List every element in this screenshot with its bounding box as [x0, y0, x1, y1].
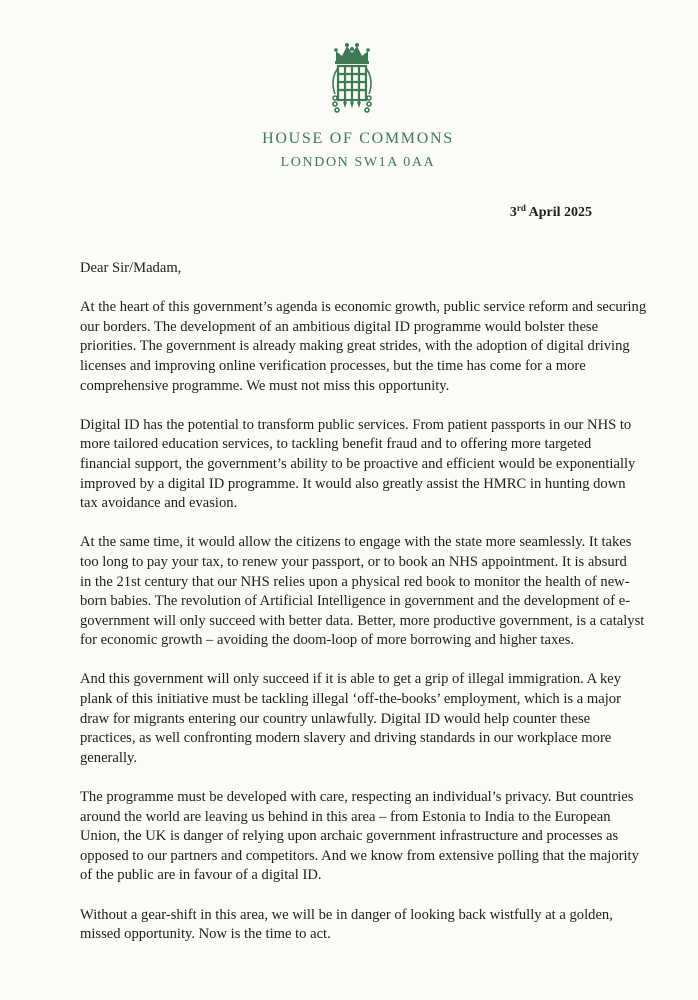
paragraph-line: government will only succeed with better data. Better, more productive government, is a catalyst	[80, 612, 645, 629]
paragraph-line: plank of this initiative must be tackling illegal ‘off-the-books’ employment, which is a major	[80, 691, 621, 708]
paragraph-line: more tailored education services, to tackling benefit fraud and to offering more targeted	[80, 436, 592, 453]
paragraph-line: The programme must be developed with care, respecting an individual’s privacy. But countries	[80, 789, 634, 806]
paragraph-line: improved by a digital ID programme. It would also greatly assist the HMRC in hunting down	[80, 475, 626, 492]
paragraph-line: financial support, the government’s ability to be proactive and efficient would be exponentially	[80, 455, 636, 472]
paragraph-line: At the same time, it would allow the citizens to engage with the state more seamlessly. It takes	[80, 534, 632, 551]
paragraph-line: comprehensive programme. We must not miss this opportunity.	[80, 377, 450, 394]
date-month-year: April 2025	[528, 205, 592, 220]
paragraph-line: draw for migrants entering our country unlawfully. Digital ID would help counter these	[80, 710, 591, 727]
paragraph-line: missed opportunity. Now is the time to act.	[80, 926, 331, 943]
salutation: Dear Sir/Madam,	[80, 260, 182, 276]
paragraph-line: in the 21st century that our NHS relies upon a physical red book to monitor the health of new-	[80, 573, 630, 590]
portcullis-crest-icon	[330, 42, 374, 118]
paragraph-line: generally.	[80, 749, 137, 766]
house-address: LONDON SW1A 0AA	[280, 155, 436, 170]
paragraph-line: too long to pay your tax, to renew your passport, or to book an NHS appointment. It is absurd	[80, 553, 627, 570]
paragraph-line: licenses and improving online verification processes, but the time has come for a more	[80, 357, 586, 374]
paragraph-line: of the public are in favour of a digital ID.	[80, 867, 322, 884]
paragraph-citizen-engagement	[80, 533, 645, 651]
paragraph-immigration	[80, 670, 640, 768]
paragraph-line: born babies. The revolution of Artificial Intelligence in government and the development of e-	[80, 593, 631, 610]
paragraph-public-services	[80, 416, 640, 514]
paragraph-line: priorities. The government is already making great strides, with the adoption of digital driving	[80, 338, 630, 355]
paragraph-line: for economic growth – avoiding the doom-loop of more borrowing and higher taxes.	[80, 632, 575, 649]
paragraph-line: around the world are leaving us behind in this area – from Estonia to India to the European	[80, 808, 611, 825]
date-suffix: rd	[516, 203, 526, 213]
paragraph-line: practices, as well confronting modern slavery and driving standards in our workplace more	[80, 730, 612, 747]
paragraph-line: Without a gear-shift in this area, we will be in danger of looking back wistfully at a golden,	[80, 906, 613, 923]
date-day: 3	[509, 205, 517, 220]
letter-body	[80, 259, 647, 964]
house-name: HOUSE OF COMMONS	[262, 130, 454, 147]
paragraph-conclusion	[80, 906, 640, 945]
paragraph-line: Digital ID has the potential to transform public services. From patient passports in our NHS to	[80, 416, 632, 433]
paragraph-line: And this government will only succeed if it is able to get a grip of illegal immigration. A key	[80, 671, 622, 688]
letter-date	[510, 203, 592, 221]
paragraph-line: At the heart of this government’s agenda is economic growth, public service reform and securing	[80, 299, 647, 316]
paragraph-privacy	[80, 788, 640, 886]
paragraph-line: tax avoidance and evasion.	[80, 495, 238, 512]
paragraph-line: Union, the UK is danger of relying upon archaic government infrastructure and processes as	[80, 828, 619, 845]
paragraph-economic-growth	[80, 298, 647, 396]
paragraph-line: our borders. The development of an ambitious digital ID programme would bolster these	[80, 318, 599, 335]
paragraph-line: opposed to our partners and competitors. And we know from extensive polling that the majority	[80, 847, 639, 864]
